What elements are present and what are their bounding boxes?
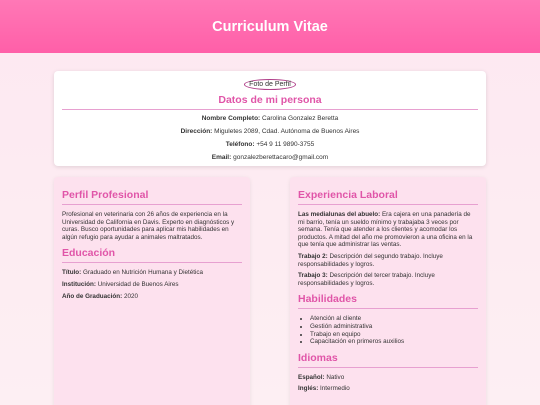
degree-line	[62, 269, 242, 277]
profile-text: Profesional en veterinaria con 26 años de experiencia en la Universidad de California en Davis. Experto en diagnósticos y curas. Busco oportunidades para aplicar mis habilidades en algún refugio para ayudar a animales maltratados.	[62, 211, 235, 241]
language-item	[298, 374, 478, 382]
name-line	[54, 115, 486, 123]
job-label: Trabajo 3:	[298, 272, 328, 280]
language-item	[298, 385, 478, 393]
page-header	[0, 0, 540, 53]
left-column	[54, 177, 250, 405]
skills-divider	[298, 308, 478, 309]
year-line	[62, 293, 242, 301]
degree-value: Graduado en Nutrición Humana y Dietética	[82, 269, 204, 277]
job-label: Las medialunas del abuelo:	[298, 211, 381, 218]
email-label: Email:	[211, 154, 232, 161]
page-title: Curriculum Vitae	[212, 18, 328, 35]
right-column	[290, 177, 486, 405]
list-item: • Trabajo en equipo	[310, 331, 478, 339]
institution-value: Universidad de Buenos Aires	[97, 280, 179, 288]
language-label: Español:	[298, 373, 325, 381]
job-label: Trabajo 2:	[298, 252, 328, 260]
year-label: Año de Graduación:	[62, 292, 123, 300]
skills-list	[298, 315, 478, 345]
list-item: • Capacitación en primeros auxilios	[310, 338, 478, 346]
education-divider	[62, 262, 242, 263]
language-value: Nativo	[326, 373, 345, 381]
address-value: Miguletes 2089, Cdad. Autónoma de Buenos Aires	[214, 128, 360, 135]
profile-divider	[62, 204, 242, 205]
phone-label: Teléfono:	[225, 141, 255, 148]
address-label: Dirección:	[180, 128, 213, 135]
language-value: Intermedio	[320, 385, 350, 393]
education-title: Educación	[62, 247, 116, 260]
name-value: Carolina Gonzalez Beretta	[262, 115, 339, 122]
language-label: Inglés:	[298, 385, 319, 393]
job-item	[298, 211, 478, 249]
personal-divider	[62, 109, 478, 110]
experience-title: Experiencia Laboral	[298, 189, 398, 201]
year-value: 2020	[123, 292, 138, 300]
name-label: Nombre Completo:	[201, 115, 261, 122]
personal-data-card	[54, 71, 486, 166]
institution-line	[62, 281, 242, 289]
phone-line	[54, 141, 486, 149]
job-text: Descripción del tercer trabajo. Incluye responsabilidades y logros.	[298, 272, 435, 287]
degree-label: Título:	[62, 269, 82, 277]
email-value: gonzalezberettacaro@gmail.com	[233, 154, 329, 161]
list-item: • Gestión administrativa	[310, 323, 478, 331]
profile-title: Perfil Profesional	[62, 189, 149, 201]
personal-data-title: Datos de mi persona	[218, 94, 322, 106]
experience-divider	[298, 204, 478, 205]
address-line	[54, 128, 486, 136]
languages-divider	[298, 367, 478, 368]
job-item	[298, 272, 478, 287]
institution-label: Institución:	[62, 280, 96, 288]
job-item	[298, 253, 478, 268]
languages-title: Idiomas	[298, 351, 338, 364]
phone-value: +54 9 11 9890-3755	[256, 141, 315, 148]
profile-photo: Foto de Perfil	[244, 79, 296, 90]
email-line	[54, 154, 486, 162]
job-text: Era cajera en una panadería de mi barrio, tenía un sueldo mínimo y trabajaba 3 veces por semana. Tenía que atender a los clientes y acomodar los productos. A mitad del año me promovieron a una oficina en la que tenía que administrar las ventas.	[298, 211, 473, 249]
list-item: • Atención al cliente	[310, 315, 478, 323]
skills-title: Habilidades	[298, 293, 357, 306]
job-text: Descripción del segundo trabajo. Incluye responsabilidades y logros.	[298, 252, 443, 268]
